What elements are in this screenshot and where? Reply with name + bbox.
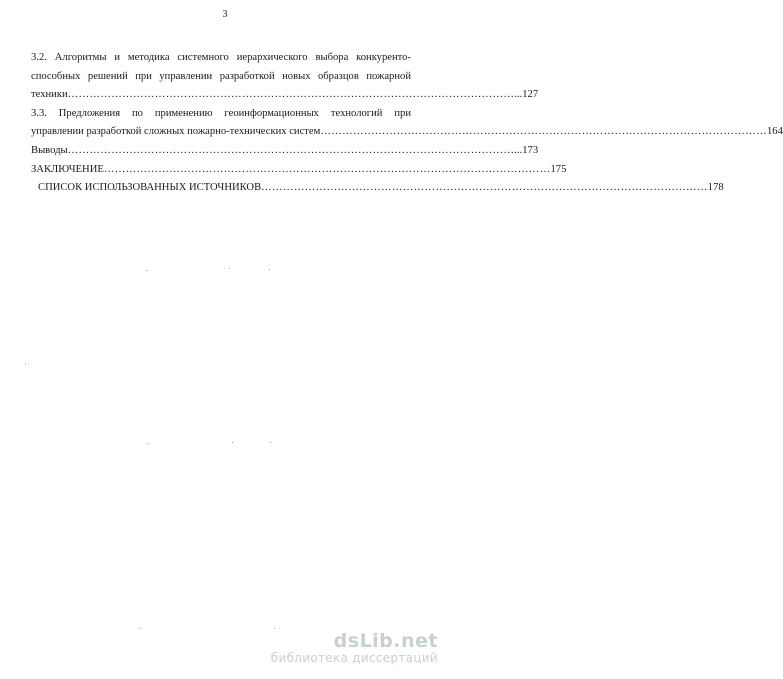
scan-speck bbox=[25, 364, 26, 365]
toc-entry-3-2-line-1: 3.2. Алгоритмы и методика системного иерархического выбора конкуренто- bbox=[31, 52, 411, 63]
scan-speck bbox=[140, 628, 141, 629]
toc-entry-references-page: 178 bbox=[707, 182, 724, 194]
scan-speck bbox=[148, 443, 149, 444]
watermark-subtitle: библиотека диссертаций bbox=[270, 651, 438, 665]
toc-entry-references-title: СПИСОК ИСПОЛЬЗОВАННЫХ ИСТОЧНИКОВ bbox=[38, 182, 262, 194]
scan-speck bbox=[232, 442, 233, 443]
scan-speck bbox=[146, 270, 147, 271]
dot-leader: …………………………………………………………………………………………………………… bbox=[261, 182, 708, 194]
table-of-contents bbox=[31, 49, 783, 198]
page-number: 3 bbox=[222, 9, 228, 20]
toc-entry-references[interactable] bbox=[31, 179, 724, 198]
scan-speck bbox=[229, 268, 230, 269]
toc-entry-conclusion-page: 175 bbox=[550, 163, 567, 175]
dot-leader: …………………………………………………………………………………………………………… bbox=[67, 144, 515, 156]
toc-entry-3-2-title-end: техники bbox=[31, 89, 68, 101]
toc-entry-3-2-line-3[interactable] bbox=[31, 86, 539, 105]
scan-speck bbox=[269, 269, 270, 270]
dot-leader: …………………………………………………………………………………………………………… bbox=[103, 163, 551, 175]
watermark-logo: dsLib.net bbox=[333, 630, 438, 652]
scan-speck bbox=[270, 442, 271, 443]
toc-entry-3-3-line-2[interactable] bbox=[31, 123, 783, 142]
toc-entry-vyvody[interactable] bbox=[31, 142, 539, 161]
toc-entry-3-3-page: 164 bbox=[767, 126, 783, 138]
toc-entry-3-3-title-end: управлении разработкой сложных пожарно-технических систем bbox=[31, 126, 321, 138]
toc-entry-vyvody-title: Выводы bbox=[31, 144, 68, 156]
dot-leader: …………………………………………………………………………………………………………… bbox=[67, 89, 515, 101]
toc-entry-3-2-line-2: способных решений при управлении разработкой новых образцов пожарной bbox=[31, 70, 411, 82]
dslib-watermark bbox=[271, 631, 438, 665]
toc-entry-3-2-page: ...127 bbox=[514, 89, 539, 101]
dot-leader: …………………………………………………………………………………………………………… bbox=[320, 126, 767, 138]
toc-entry-3-3-line-1: 3.3. Предложения по применению геоинформационных технологий при bbox=[31, 107, 411, 119]
toc-entry-conclusion[interactable] bbox=[31, 161, 567, 180]
scan-speck bbox=[274, 628, 275, 629]
toc-entry-conclusion-title: ЗАКЛЮЧЕНИЕ bbox=[31, 163, 104, 175]
toc-entry-vyvody-page: ...173 bbox=[514, 144, 539, 156]
